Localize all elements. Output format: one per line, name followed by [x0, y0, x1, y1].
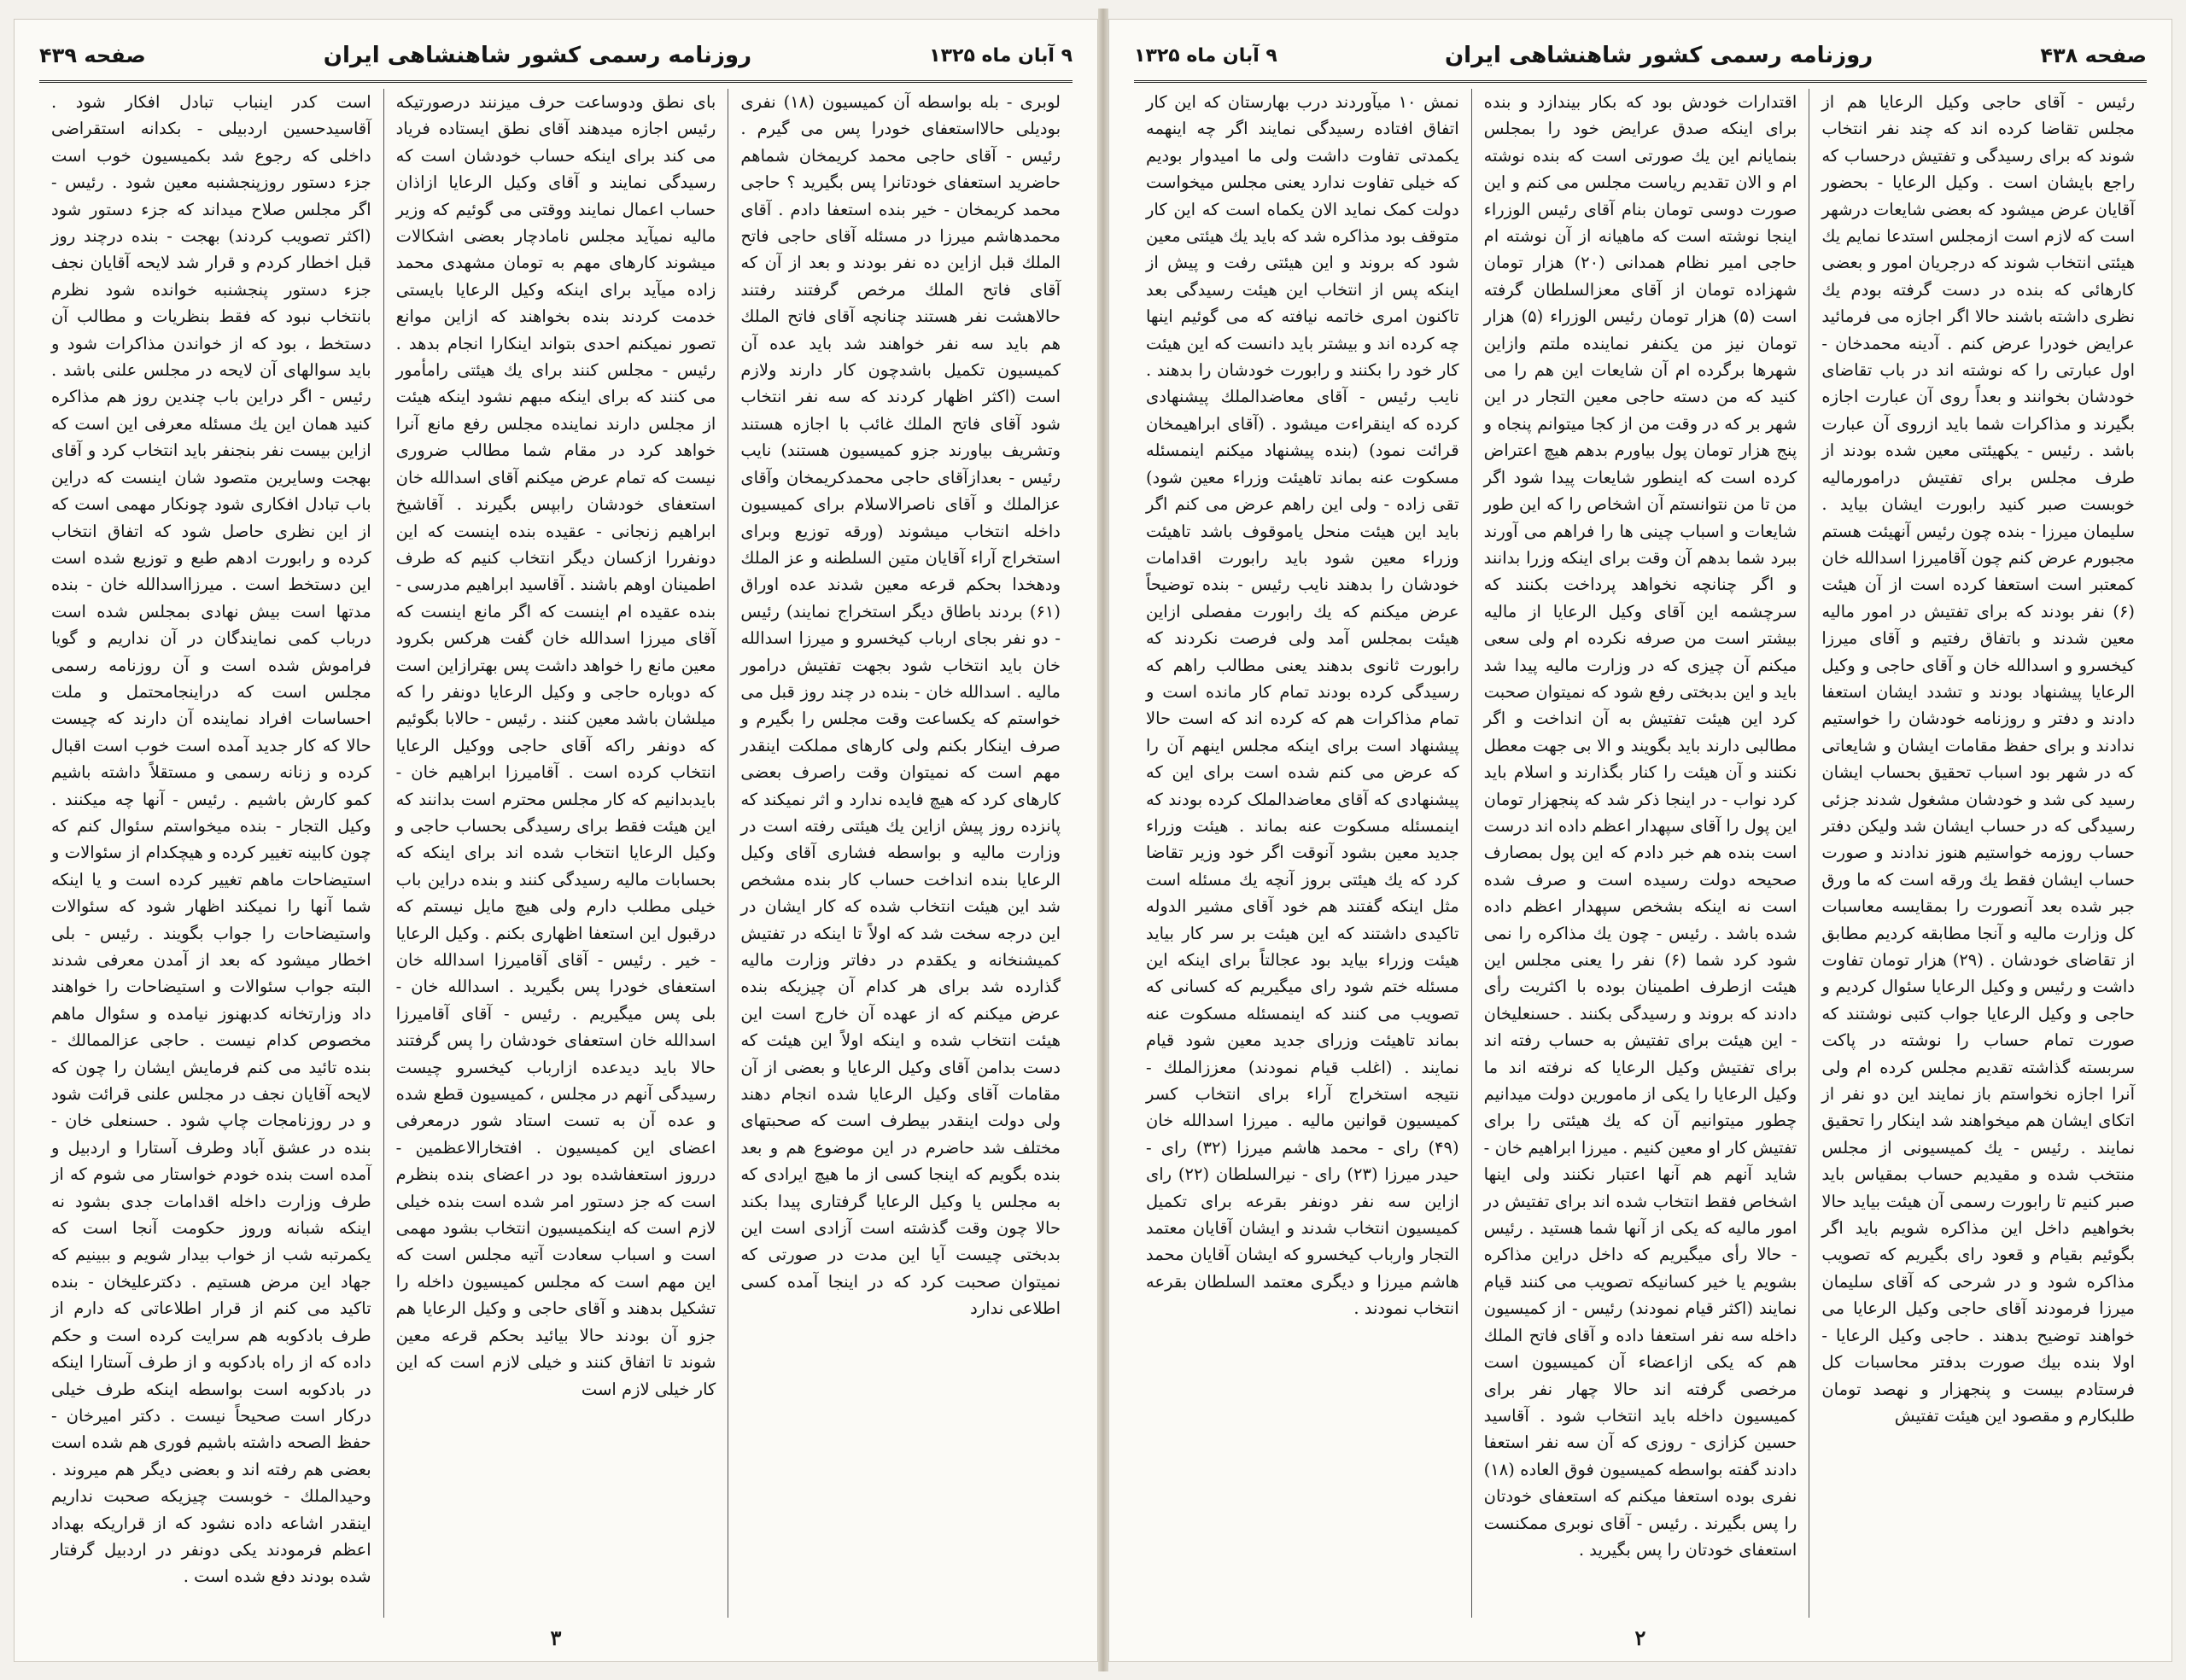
column-text: است کدر اینباب تبادل افکار شود . آقاسیدحسین اردبیلی - بکدانه استقراضی داخلی که رجوع شد بکمیسیون خوب است جزء دستور روزپنجشنبه معین شود . رئیس - اگر مجلس صلاح میداند که جزء دستور شود (اکثر تصویب کردند) بهجت - بنده درچند روز قبل اخطار کردم و قرار شد لایحه آقایان نجف جزء دستور پنجشنبه خوانده شود نظرم بانتخاب نبود که فقط بنظریات و مطالب آن دستخط ، بود که از خواندن مذاکرات شود و باید سوالهای آن لایحه در مجلس علنی باشد . رئیس - اگر دراین باب چندین روز هم مذاکره کنید همان این یك مسئله معرفی این است که ازاین بیست نفر بنجنفر باید انتخاب کرد و آقای بهجت وسایرین متصود شان اینست که دراین باب تبادل افکاری شود چونکار مهمی است که از این نظری حاصل شود که اتفاق انتخاب کرده و رابورت ادهم طبع و توزیع شده است این دستخط است . میرزااسدالله خان - بنده مدتها است بیش نهادی بمجلس شده است درباب کمی نمایندگان در آن نداریم و گویا فراموش شده است و آن روزنامه رسمی مجلس است که دراینجامحتمل و ملت احساسات افراد نماینده آن دارند که چیست حالا که کار جدید آمده است خوب است اقبال کرده و زنانه رسمی و مستقلاً داشته باشیم کمو کارش باشیم . رئیس - آنها چه میکنند . وکیل التجار - بنده میخواستم سئوال کنم که چون کابینه تغییر کرده و هیچکدام از سئوالات و استیضاحات ماهم تغییر کرده است و یا اینکه شما آنها را نمیکند اظهار شود که سئوالات واستیضاحات را جواب بگویند . رئیس - بلی اخطار میشود که بعد از آمدن معرفی شدند البته جواب سئوالات و استیضاحات را خواهند داد وزارتخانه کدبهنوز نیامده و سئوال ماهم مخصوص کدام نیست . حاجی عزالممالك - بنده تائید می کنم فرمایش ایشان را چون که لایحه آقایان نجف در مجلس علنی قرائت شود و در روزنامجات چاپ شود . حسنعلی خان - بنده در عشق آباد وطرف آستارا و اردبیل و آمده است بنده خودم خواستار می شوم که از طرف وزارت داخله اقدامات جدی بشود نه اینکه شبانه وروز حکومت آنجا است که یکمرتبه شب از خواب بیدار شویم و ببینیم که جهاد این مرض هستیم . دکترعلیخان - بنده تاکید می کنم از قرار اطلاعاتی که دارم از طرف بادکوبه هم سرایت کرده است و حکم داده که از راه بادکوبه و از طرف آستارا اینکه در بادکوبه است بواسطه اینکه طرف خیلی درکار است صحیحاً نیست . دکتر امیرخان - حفظ الصحه داشته باشیم فوری هم شده است بعضی هم رفته اند و بعضی دیگر هم میروند . وحیدالملك - خوبست چیزیکه صحبت نداریم اینقدر اشاعه داده نشود که از قراریکه بهداد اعظم فرمودند یکی دونفر در اردبیل گرفتار شده بودند دفع شده است . [50, 92, 371, 1587]
header-date: ۹ آبان ماه ۱۳۲۵ [929, 44, 1073, 67]
column-text: اقتدارات خودش بود که بکار بیندازد و بنده برای اینکه صدق عرایض خود را بمجلس بنمایانم این یك صورتی است که بنده نوشته ام و الان تقدیم ریاست مجلس می کنم و این صورت دوسی تومان بنام آقای رئیس الوزراء اینجا نوشته است که ماهیانه از آن نوشته ام حاجی امیر نظام همدانی (۲۰) هزار تومان شهزاده تومان از آقای معزالسلطان گرفته است (۵) هزار تومان رئیس الوزراء (۵) هزار تومان نیز من یکنفر نماینده ملتم وازاین شهرها برگرده ام آن شایعات این هم را می کنید که من دسته حاجی معین التجار در این شهر بر که در وقت من از کجا میتوانم پنجاه و پنج هزار تومان پول بیاورم بدهم هیچ اعتراض کرده است که اینطور شایعات پیدا شود اگر من تا من نتوانستم آن اشخاص را که این طور شایعات و اسباب چینی ها را فراهم می آورند ببرد شما بدهم آن وقت برای اینکه وزرا بدانند و اگر چنانچه نخواهد پرداخت بکنند که سرچشمه این آقای وکیل الرعایا از مالیه بیشتر است من صرفه نکرده ام ولی سعی میکنم آن چیزی که در وزارت مالیه پیدا شد باید و این بدبختی رفع شود که نمیتوان صحبت کرد این هیئت تفتیش به آن انداخت و اگر مطالبی دارند باید بگویند و الا بی جهت معطل نکنند و آن هیئت را کنار بگذارند و اسلام باید کرد نواب - در اینجا ذکر شد که پنجهزار تومان این پول را آقای سپهدار اعظم داده اند درست است بنده هم خبر دادم که این پول بمصارف صحیحه دولت رسیده است و صرف شده است نه اینکه بشخص سپهدار اعظم داده شده باشد . رئیس - چون یك مذاکره را نمی شود کرد شما (۶) نفر را یعنی مجلس این هیئت ازطرف اطمینان بوده با اکثریت رأی دادند که بروند و رسیدگی بکنند . حسنعلیخان - این هیئت برای تفتیش به حساب رفته اند برای تفتیش وکیل الرعایا که نرفته اند ما وکیل الرعایا را یکی از مامورین دولت میدانیم چطور میتوانیم آن که یك هیئتی را برای تفتیش کار او معین کنیم . میرزا ابراهیم خان - شاید آنهم هم آنها اعتبار نکنند ولی اینها اشخاص فقط انتخاب شده اند برای تفتیش در امور مالیه که یکی از آنها شما هستید . رئیس - حالا رأی میگیریم که داخل دراین مذاکره بشویم یا خیر کسانیکه تصویب می کنند قیام نمایند (اکثر قیام نمودند) رئیس - از کمیسیون داخله سه نفر استعفا داده و آقای فاتح الملك هم که یکی ازاعضاء آن کمیسیون است مرخصی گرفته اند حالا چهار نفر برای کمیسیون داخله باید انتخاب شود . آقاسید حسین کزازی - روزی که آن سه نفر استعفا دادند گفته بواسطه کمیسیون فوق العاده (۱۸) نفری بوده استعفا میکنم که استعفای خودتان را پس بگیرند . رئیس - آقای نوبری ممکنست استعفای خودتان را پس بگیرید . [1483, 92, 1797, 1560]
book-gutter [1098, 9, 1108, 1671]
text-column [1809, 89, 2147, 1618]
right-page [1108, 19, 2172, 1662]
text-columns [39, 89, 1073, 1618]
left-page [14, 19, 1098, 1662]
page-header [39, 31, 1073, 83]
text-column [39, 89, 384, 1618]
column-text: لوبری - بله بواسطه آن کمیسیون (۱۸) نفری بودیلی حالااستعفای خودرا پس می گیرم . رئیس - آقای حاجی محمد کریمخان شماهم حاضرید استعفای خودتانرا پس بگیرید ؟ حاجی محمد کریمخان - خیر بنده استعفا دادم . آقای محمدهاشم میرزا در مسئله آقای حاجی فاتح الملك قبل ازاین ده نفر بودند و بعد از آن که آقای فاتح الملك مرخص گرفتند رفتند حالاهشت نفر هستند چنانچه آقای فاتح الملك هم باید سه نفر خواهند شد باید عده آن کمیسیون تکمیل باشدچون کار دارند ولازم است (اکثر اظهار کردند که سه نفر انتخاب شود آقای فاتح الملك غائب با اجازه هستند وتشریف بیاورند جزو کمیسیون هستند) نایب رئیس - بعدازآقای حاجی محمدکریمخان وآقای عزالملك و آقای ناصرالاسلام برای کمیسیون داخله انتخاب میشوند (ورقه توزیع وبرای استخراج آراء آقایان متین السلطنه و عز الملك ودهخدا بحکم قرعه معین شدند عده اوراق (۶۱) بردند باطاق دیگر استخراج نمایند) رئیس - دو نفر بجای ارباب کیخسرو و میرزا اسدالله خان باید انتخاب شود بجهت تفتیش درامور مالیه . اسدالله خان - بنده در چند روز قبل می خواستم که یکساعت وقت مجلس را بگیرم و صرف اینکار بکنم ولی کارهای مملکت اینقدر مهم است که نمیتوان وقت راصرف بعضی کارهای کرد که هیچ فایده ندارد و اثر نمیکند که پانزده روز پیش ازاین یك هیئتی رفته است در وزارت مالیه و بواسطه فشاری آقای وکیل الرعایا بنده انداخت حساب کار بنده مشخص شد این هیئت انتخاب شده که کار ایشان در این درجه سخت شد که اولاً تا اینکه در تفتیش کمیشنخانه و یکقدم در دفاتر وزارت مالیه گذارده شد برای هر کدام آن چیزیکه بنده عرض میکنم که از عهده آن خارج است این هیئت انتخاب شده و اینکه اولاً این هیئت که دست بدامن آقای وکیل الرعایا و بعضی از آن مقامات آقای وکیل الرعایا شده انجام دهند ولی دولت اینقدر بیطرف است که صحبتهای مختلف شد حاضرم در این موضوع هم و بعد بنده بگویم که اینجا کسی از ما هیچ ایرادی که به مجلس یا وکیل الرعایا گرفتاری پیدا بکند حالا چون وقت گذشته است آزادی است این بدبختی چیست آیا این مدت در صورتی که نمیتوان صحبت کرد که در اینجا آمده کسی اطلاعی ندارد [740, 92, 1061, 1319]
column-text: رئیس - آقای حاجی وکیل الرعایا هم از مجلس تقاضا کرده اند که چند نفر انتخاب شوند که برای رسیدگی و تفتیش درحساب که راجع بایشان است . وکیل الرعایا - بحضور آقایان عرض میشود که بعضی شایعات درشهر است که لازم است ازمجلس استدعا نمایم یك هیئتی انتخاب شوند که درجریان امور و بعضی کارهائی که بنده در دست گرفته بودم یك نظری داشته باشند حالا اگر اجازه می فرمائید عرایض خودرا عرض کنم . آدینه محمدخان - اول عبارتی را که نوشته اند در باب تقاضای خودشان بخوانند و بعداً روی آن عبارت اجازه بگیرند و مذاکرات شما باید ازروی آن عبارت باشد . رئیس - یکهیئتی معین شده بودند از طرف مجلس برای تفتیش درامورمالیه خوبست صبر کنید رابورت ایشان بیاید . سلیمان میرزا - بنده چون رئیس آنهیئت هستم مجبورم عرض کنم چون آقامیرزا اسدالله خان کمعتبر است استعفا کرده است از آن هیئت (۶) نفر بودند که برای تفتیش در امور مالیه معین شدند و باتفاق رفتیم و آقای میرزا کیخسرو و اسدالله خان و آقای حاجی و وکیل الرعایا پیشنهاد بودند و تشدد ایشان استعفا دادند و دفتر و روزنامه خودشان را خواستیم ندادند و برای حفظ مقامات ایشان و شایعاتی که در شهر بود اسباب تحقیق بحساب ایشان رسید کی شد و خودشان مشغول شدند جزئی رسیدگی که در حساب ایشان شد ولیکن دفتر حساب روزمه خواستیم هنوز ندادند و صورت حساب ایشان فقط یك ورقه است که ما ورق جبر شده بعد آنصورت را بمقایسه معاسبات کل وزارت مالیه و آنجا مطابقه کردیم مطابق از تقاضای خودشان . (۲۹) هزار تومان تفاوت داشت و رئیس و وکیل الرعایا سئوال کردیم و حاجی و وکیل الرعایا جواب کتبی نوشتند که صورت تمام حساب را نوشته در پاکت سربسته گذاشته تقدیم مجلس کرده ام ولی آنرا اجازه نخواستم باز نمایند این دو نفر از اتکای ایشان هم میخواهند شد اینکار را تحقیق نمایند . رئیس - یك کمیسیونی از مجلس منتخب شده و مقیدیم حساب بمقیاس باید صبر کنیم تا رابورت رسمی آن هیئت بیاید حالا بخواهیم داخل این مذاکره شویم باید اگر بگوئیم بقیام و قعود رای بگیریم که تصویب مذاکره شود و در شرحی که آقای سلیمان میرزا فرمودند آقای حاجی وکیل الرعایا می خواهند توضیح بدهند . حاجی وکیل الرعایا - اولا بنده بیك صورت بدفتر محاسبات کل فرستادم بیست و پنجهزار و نهصد تومان طلبکارم و مقصود این هیئت تفتیش [1821, 92, 2136, 1426]
text-column [1134, 89, 1472, 1618]
text-columns [1134, 89, 2147, 1618]
header-page-number: صفحه ۴۳۸ [2040, 44, 2147, 67]
column-text: بای نطق ودوساعت حرف میزنند درصورتیکه رئیس اجازه میدهند آقای نطق ایستاده فریاد می کند برای اینکه حساب خودشان است که رسیدگی نمایند و آقای وکیل الرعایا ازاذان حساب اعمال نمایند ووقتی می گوئیم که وزیر مالیه نمیآید مجلس نامادچار بعضی اشکالات میشوند کارهای مهم به تومان مشهدی محمد زاده میآید برای اینکه وکیل الرعایا بایستی خدمت کردند بنده بخواهند که ازاین موانع تصور نمیکنم احدی بتواند اینکارا انجام بدهد . رئیس - مجلس کنند برای یك هیئتی رامأمور می کنند که برای اینکه مبهم نشود اینکه هیئت از مجلس دارند نماینده مجلس رفع مانع آنرا خواهد کرد در مقام شما مطالب ضروری نیست که تمام عرض میکنم آقای اسدالله خان استعفای خودشان رابپس بگیرند . آقاشیخ ابراهیم زنجانی - عقیده بنده اینست که این دونفررا ازکسان دیگر انتخاب کنیم که طرف اطمینان اوهم باشند . آقاسید ابراهیم مدرسی - بنده عقیده ام اینست که اگر مانع اینست که آقای میرزا اسدالله خان گفت هرکس بکرود معین مانع را خواهد داشت پس بهترازاین است که دوباره حاجی و وکیل الرعایا دونفر را که میلشان باشد معین کنند . رئیس - حالابا بگوئیم که دونفر راکه آقای حاجی ووکیل الرعایا انتخاب کرده است . آقامیرزا ابراهیم خان - بایدبدانیم که کار مجلس محترم است بدانند که این هیئت فقط برای رسیدگی بحساب حاجی و وکیل الرعایا انتخاب شده اند برای اینکه که بحسابات مالیه رسیدگی کنند و بنده دراین باب خیلی مطلب دارم ولی هیچ مایل نیستم که درقبول این استعفا اظهاری بکنم . وکیل الرعایا - خیر . رئیس - آقای آقامیرزا اسدالله خان استعفای خودرا پس بگیرید . اسدالله خان - بلی پس میگیریم . رئیس - آقای آقامیرزا اسدالله خان استعفای خودشان را پس گرفتند حالا باید دیدعده ازارباب کیخسرو چیست رسیدگی آنهم در مجلس ، کمیسیون قطع شده و عده آن به تست استاد شور درمعرفی اعضای این کمیسیون . افتخارالاعظمین - درروز استعفاشده بود در اعضای بنده بنظرم است که جز دستور امر شده است بنده خیلی لازم است که اینکمیسیون انتخاب بشود مهمی است و اسباب سعادت آتیه مجلس است که این مهم است که مجلس کمیسیون داخله را تشکیل بدهند و آقای حاجی و وکیل الرعایا هم جزو آن بودند حالا بیائید بحکم قرعه معین شوند تا اتفاق کنند و خیلی لازم است که این کار خیلی لازم است [395, 92, 716, 1399]
column-text: نمش ۱۰ میآوردند درب بهارستان که این کار اتفاق افتاده رسیدگی نمایند اگر چه اینهمه یکمدتی تفاوت داشت ولی ما امیدوار بودیم که خیلی تفاوت ندارد یعنی مجلس میخواست دولت کمک نماید الان یکماه است که این کار متوقف بود مذاکره شد که باید یك هیئتی معین شود که بروند و این هیئتی رفت و پیش از اینکه پس از انتخاب این هیئت رسیدگی بعد تاکنون امری خاتمه نیافته که می گوئیم اینها چه کرده اند و بیشتر باید دانست که این هیئت کار خود را بکنند و رابورت خودشان را بدهند . نایب رئیس - آقای معاضدالملك پیشنهادی کرده که اینقراءت میشود . (آقای ابراهیمخان قرائت نمود) (بنده پیشنهاد میکنم اینمسئله مسکوت عنه بماند تاهیئت وزراء معین شود) تقی زاده - ولی این راهم عرض می کنم اگر باید این هیئت منحل یاموقوف باشد تاهیئت وزراء معین شود باید رابورت اقدامات خودشان را بدهند نایب رئیس - بنده توضیحاً عرض میکنم که یك رابورت مفصلی ازاین هیئت بمجلس آمد ولی فرصت نکردند که رابورت ثانوی بدهند یعنی مطالب راهم که رسیدگی کرده بودند تمام کار مانده است و تمام مذاکرات هم که کرده اند که است حالا پیشنهاد است برای اینکه مجلس اینهم آن را که عرض می کنم شده است برای این که پیشنهادی که آقای معاضدالملک کرده بودند که اینمسئله مسکوت عنه بماند . هیئت وزراء جدید معین بشود آنوقت اگر خود وزیر تقاضا کرد که یك هیئتی بروز آنچه یك مسئله است مثل اینکه گفتند هم خود آقای مشیر الدوله تاکیدی داشتند که این هیئت بر سر کار بیاید هیئت وزراء بیاید بود عجالتاً برای اینکه این مسئله ختم شود رای میگیریم که کسانی که تصویب می کنند که اینمسئله مسکوت عنه بماند تاهیئت وزرای جدید معین شود قیام نمایند . (اغلب قیام نمودند) معززالملك - نتیجه استخراج آراء برای انتخاب کسر کمیسیون قوانین مالیه . میرزا اسدالله خان (۴۹) رای - محمد هاشم میرزا (۳۲) رای - حیدر میرزا (۲۳) رای - نیرالسلطان (۲۲) رای ازاین سه نفر دونفر بقرعه برای تکمیل کمیسیون انتخاب شدند و ایشان آقایان معتمد التجار وارباب کیخسرو که ایشان آقایان محمد هاشم میرزا و دیگری معتمد السلطان بقرعه انتخاب نمودند . [1145, 92, 1459, 1319]
text-column [1472, 89, 1810, 1618]
text-column [384, 89, 729, 1618]
text-column [728, 89, 1073, 1618]
page-header [1134, 31, 2147, 83]
header-date: ۹ آبان ماه ۱۳۲۵ [1134, 44, 1277, 67]
header-title: روزنامه رسمی کشور شاهنشاهی ایران [1444, 43, 1873, 68]
page-footer-number: ۲ [1634, 1625, 1646, 1650]
page-footer-number: ۳ [550, 1625, 562, 1650]
header-page-number: صفحه ۴۳۹ [39, 44, 146, 67]
header-title: روزنامه رسمی کشور شاهنشاهی ایران [323, 43, 752, 68]
